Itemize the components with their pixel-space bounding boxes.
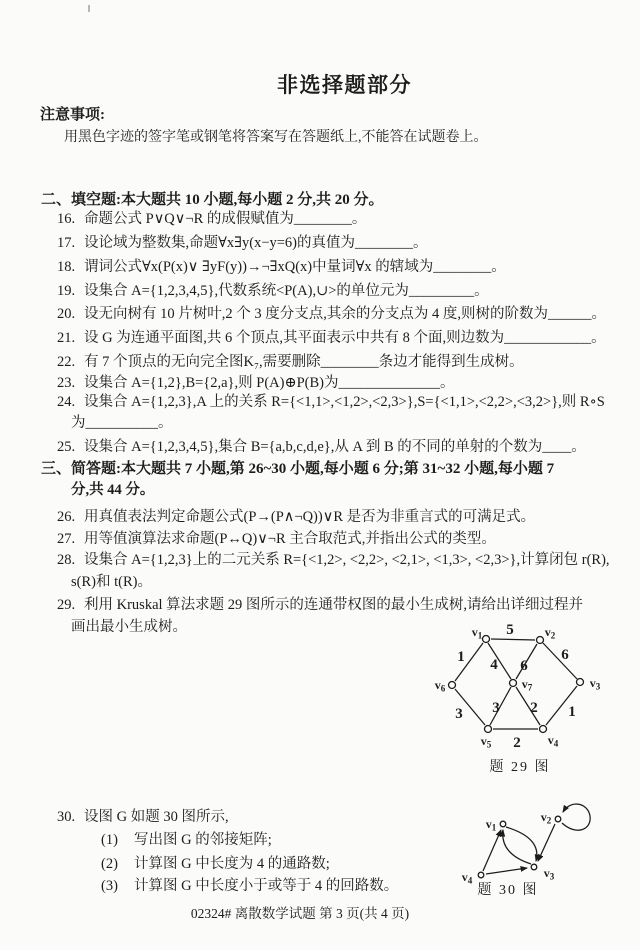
question-17-text: 设论域为整数集,命题∀x∃y(x−y=6)的真值为________。 (84, 235, 428, 251)
edge-weight-v1-v2: 5 (506, 622, 514, 638)
edge-weight-v5-v6: 3 (455, 706, 463, 722)
question-20 (57, 304, 606, 324)
subitem-1-number: (1) (101, 832, 118, 848)
question-30-subitem-1 (101, 830, 272, 850)
notice-label: 注意事项: (40, 107, 105, 123)
vertex-label-v4: $v_4$ (547, 733, 559, 749)
vertex-v3 (577, 679, 584, 686)
question-23 (57, 373, 455, 393)
question-30 (57, 807, 229, 827)
question-21 (57, 328, 606, 348)
question-26 (57, 507, 535, 527)
vertex-v3 (531, 864, 537, 870)
vertex-label-v3: $v_3$ (543, 866, 555, 882)
subitem-2-number: (2) (101, 856, 118, 872)
edge-v2-v3 (538, 824, 555, 861)
vertex-label-v3: $v_3$ (589, 676, 601, 692)
question-26-text: 用真值表法判定命题公式(P→(P∧¬Q))∨R 是否为非重言式的可满足式。 (84, 509, 536, 525)
edge-weight-v4-v5: 2 (513, 735, 521, 751)
question-18-number: 18. (57, 259, 76, 275)
vertex-label-v1: $v_1$ (471, 625, 483, 641)
question-19 (57, 281, 489, 301)
question-25-text: 设集合 A={1,2,3,4,5},集合 B={a,b,c,d,e},从 A 到 B 的不同的单射的个数为____。 (84, 439, 586, 455)
question-29 (57, 595, 583, 615)
subitem-3-text: 计算图 G 中长度小于或等于 4 的回路数。 (134, 878, 399, 894)
question-16-text: 命题公式 P∨Q∨¬R 的成假赋值为________。 (84, 211, 367, 227)
edge-weight-v2-v7: 6 (520, 658, 528, 674)
question-30-subitem-2 (101, 854, 330, 874)
question-28-text-line2: s(R)和 t(R)。 (71, 574, 152, 590)
vertex-label-v2: $v_2$ (540, 810, 552, 826)
question-24-number: 24. (57, 394, 76, 410)
question-27-number: 27. (57, 531, 76, 547)
question-27 (57, 529, 496, 549)
question-23-number: 23. (57, 375, 76, 391)
section-fill-heading: 二、填空题:本大题共 10 小题,每小题 2 分,共 20 分。 (41, 192, 384, 208)
vertex-label-v2: $v_2$ (544, 625, 556, 641)
question-18 (57, 257, 506, 277)
edge-weight-v5-v7: 3 (492, 700, 500, 716)
edge-weight-v6-v1: 1 (457, 649, 465, 665)
subitem-3-number: (3) (101, 878, 118, 894)
question-21-text: 设 G 为连通平面图,共 6 个顶点,其平面表示中共有 8 个面,则边数为____________。 (84, 330, 606, 346)
question-16-number: 16. (57, 211, 76, 227)
question-30-subitem-3 (101, 876, 398, 896)
vertex-label-v1: $v_1$ (485, 817, 497, 833)
edge-weight-v4-v7: 2 (530, 700, 538, 716)
question-29-number: 29. (57, 597, 76, 613)
question-28-text: 设集合 A={1,2,3}上的二元关系 R={<1,2>, <2,2>, <2,1>, <1,3>, <2,3>},计算闭包 r(R), (84, 552, 610, 568)
question-17-number: 17. (57, 235, 76, 251)
vertex-v2 (537, 637, 544, 644)
question-24-text-line2: 为__________。 (71, 415, 173, 431)
question-30-number: 30. (57, 809, 76, 825)
vertex-label-v7: $v_7$ (521, 677, 533, 693)
question-20-text: 设无向树有 10 片树叶,2 个 3 度分支点,其余的分支点为 4 度,则树的阶数为______。 (84, 306, 606, 322)
edge-v4-v3 (486, 868, 527, 874)
section-short-heading-line2: 分,共 44 分。 (71, 482, 155, 498)
figure-caption: 题 29 图 (489, 760, 551, 775)
figure-caption: 题 30 图 (477, 883, 539, 898)
edge-weight-v2-v3: 6 (561, 647, 569, 663)
vertex-v7 (510, 680, 517, 687)
vertex-label-v6: $v_6$ (434, 678, 446, 694)
subitem-1-text: 写出图 G 的邻接矩阵; (134, 832, 272, 848)
question-21-number: 21. (57, 330, 76, 346)
vertex-v6 (449, 682, 456, 689)
edge-v2-v3 (543, 643, 577, 679)
scan-artifact (88, 5, 90, 12)
question-20-number: 20. (57, 306, 76, 322)
vertex-v1 (483, 636, 490, 643)
question-22 (57, 352, 524, 372)
figure-30-directed-graph (450, 795, 600, 900)
question-28 (57, 550, 610, 570)
question-24-text: 设集合 A={1,2,3},A 上的关系 R={<1,1>,<1,2>,<2,3>},S={<1,1>,<2,2>,<3,2>},则 R∘S (84, 394, 605, 410)
question-23-text: 设集合 A={1,2},B={2,a},则 P(A)⊕P(B)为______________。 (84, 375, 455, 391)
question-22-number: 22. (57, 354, 76, 370)
edge-v2-v2 (562, 804, 590, 830)
vertex-v4 (540, 726, 547, 733)
question-25 (57, 437, 586, 457)
edge-v1-v2 (491, 639, 535, 640)
question-24 (57, 392, 605, 412)
vertex-v4 (478, 872, 484, 878)
page-footer: 02324# 离散数学试题 第 3 页(共 4 页) (190, 906, 410, 921)
question-30-text: 设图 G 如题 30 图所示, (84, 809, 229, 825)
question-16 (57, 209, 366, 229)
page-title: 非选择题部分 (277, 73, 412, 97)
question-29-text: 利用 Kruskal 算法求题 29 图所示的连通带权图的最小生成树,请给出详细过程并 (84, 597, 584, 613)
edge-weight-v3-v4: 1 (568, 704, 576, 720)
vertex-v2 (555, 816, 561, 822)
question-25-number: 25. (57, 439, 76, 455)
question-27-text: 用等值演算法求命题(P↔Q)∨¬R 主合取范式,并指出公式的类型。 (84, 531, 496, 547)
question-28-number: 28. (57, 552, 76, 568)
question-22-text: 有 7 个顶点的无向完全图K₇,需要删除________条边才能得到生成树。 (84, 354, 524, 370)
subitem-2-text: 计算图 G 中长度为 4 的通路数; (134, 856, 330, 872)
vertex-v5 (485, 726, 492, 733)
edge-v1-v3 (506, 827, 537, 861)
section-short-heading: 三、简答题:本大题共 7 小题,第 26~30 小题,每小题 6 分;第 31~32 小题,每小题 7 (41, 461, 555, 477)
figure-29-weighted-graph (425, 615, 620, 780)
edge-v3-v1 (503, 830, 531, 864)
notice-text: 用黑色字迹的签字笔或钢笔将答案写在答题纸上,不能答在试题卷上。 (64, 130, 488, 145)
question-19-text: 设集合 A={1,2,3,4,5},代数系统<P(A),∪>的单位元为_________。 (84, 283, 489, 299)
question-26-number: 26. (57, 509, 76, 525)
vertex-label-v5: $v_5$ (480, 734, 492, 750)
question-29-text-line2: 画出最小生成树。 (71, 619, 187, 635)
edge-weight-v1-v7: 4 (490, 657, 498, 673)
vertex-v1 (500, 821, 506, 827)
question-17 (57, 233, 428, 253)
question-19-number: 19. (57, 283, 76, 299)
question-18-text: 谓词公式∀x(P(x)∨ ∃yF(y))→¬∃xQ(x)中量词∀x 的辖域为________。 (84, 259, 506, 275)
vertex-label-v4: $v_4$ (461, 870, 473, 886)
edge-v4-v1 (483, 830, 501, 871)
